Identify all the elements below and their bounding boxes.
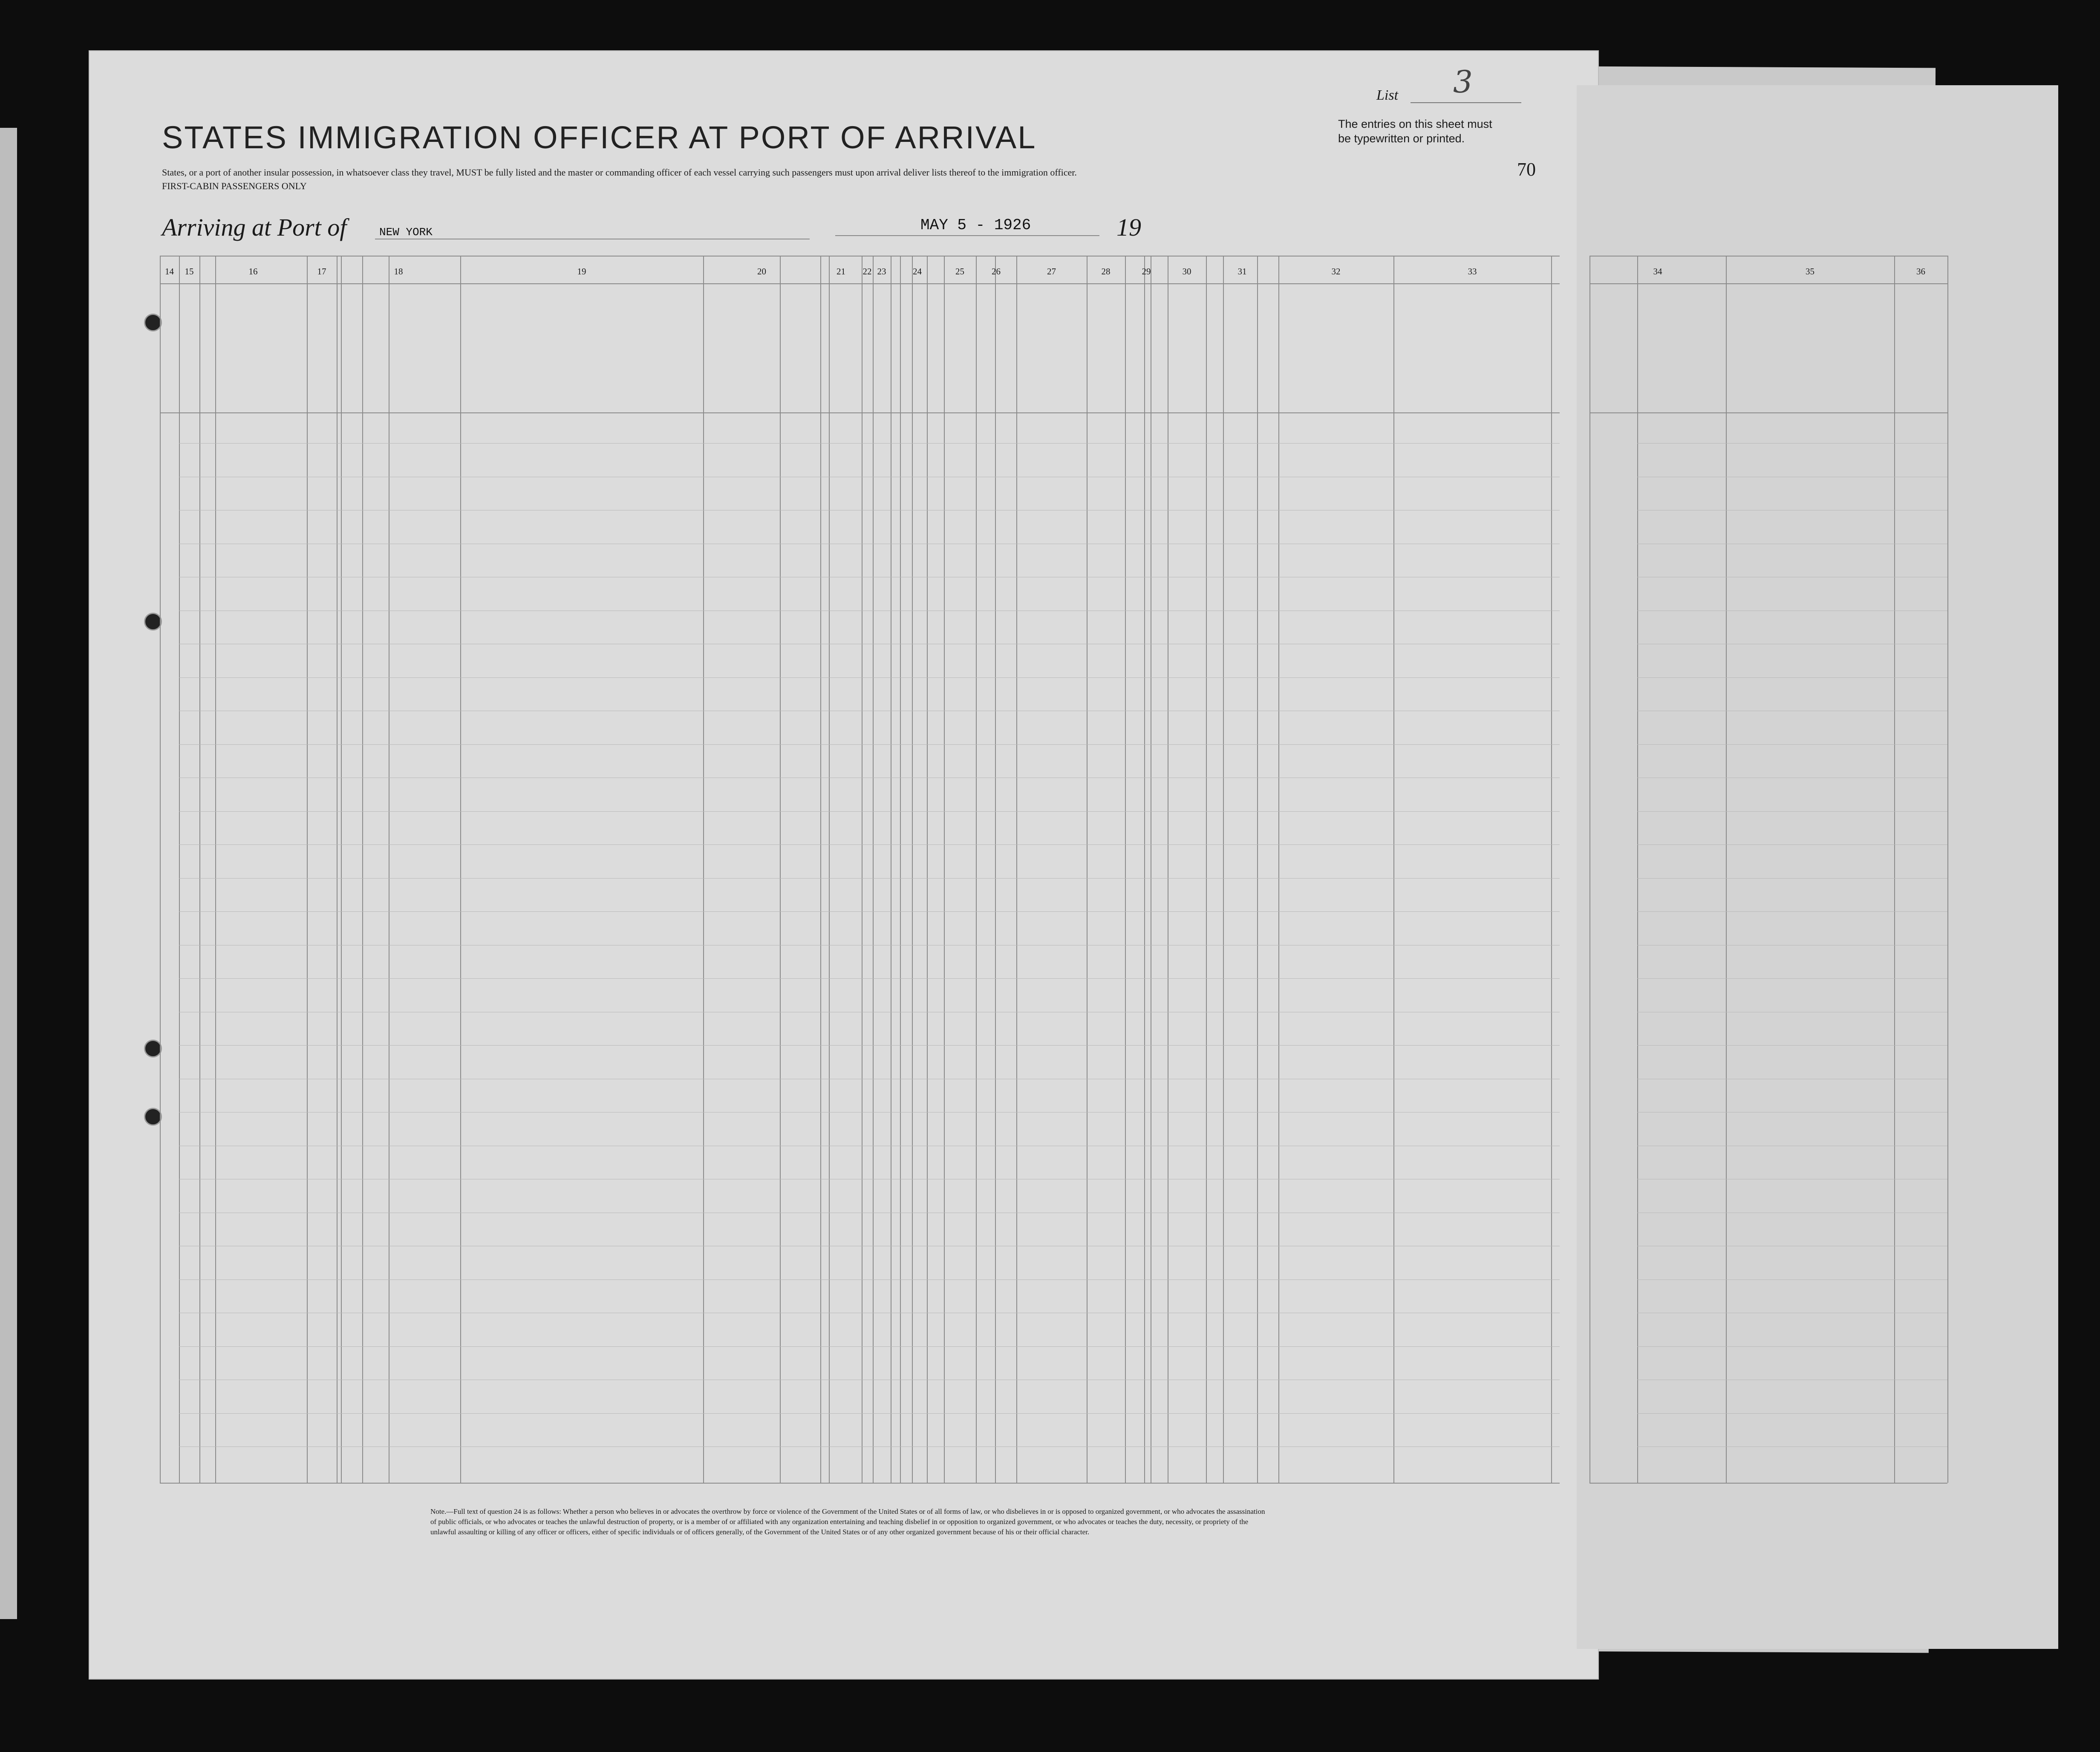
column-number: 29 [1142, 266, 1151, 277]
footnote: Note.—Full text of question 24 is as follows: Whether a person who believes in or advocates the overthrow by force or violence of the Government of the United States or of all forms of law, or who disbelieves in or is opposed to organized government, or who advocates the assassination of public officials, or who advocates or teaches the unlawful destruction of property, or is a member of or affiliated with any organization entertaining and teaching disbelief in or opposition to organized government, or who advocates or teaches the duty, necessity, or propriety of the unlawful assaulting or killing of any officer or officers, either of specific individuals or of officers generally, of the Government of the United States or of any other organized government because of his or their official character. [430, 1507, 1265, 1536]
grid-vline [1947, 256, 1948, 1483]
punch-hole [144, 613, 162, 631]
row-rule [1637, 1045, 1947, 1046]
column-number: 18 [394, 266, 403, 277]
column-number: 30 [1182, 266, 1191, 277]
grid-vline [1144, 256, 1145, 1483]
arriving-label: Arriving at Port of [162, 213, 347, 241]
punch-hole [144, 1108, 162, 1126]
grid-hline [160, 412, 1560, 413]
row-rule [179, 1413, 1560, 1414]
column-number: 24 [913, 266, 922, 277]
grid-vline [944, 256, 945, 1483]
column-number: 14 [165, 266, 174, 277]
entries-note-1: The entries on this sheet must [1338, 118, 1492, 130]
grid-vline [1278, 256, 1279, 1483]
manifest-sheet-right [1577, 85, 2058, 1649]
row-rule [179, 978, 1560, 979]
row-rule [1637, 878, 1947, 879]
list-label: List [1376, 87, 1399, 103]
entries-note-2: be typewritten or printed. [1338, 132, 1465, 145]
column-number: 36 [1916, 266, 1925, 277]
grid-vline [362, 256, 363, 1483]
grid-vline [900, 256, 901, 1483]
cabin-class: FIRST-CABIN PASSENGERS ONLY [162, 181, 307, 191]
row-rule [1637, 744, 1947, 745]
row-rule [1637, 978, 1947, 979]
grid-hline [1589, 412, 1947, 413]
row-rule [179, 744, 1560, 745]
column-number: 17 [317, 266, 326, 277]
grid-vline [1637, 256, 1638, 1483]
sheet-number: 70 [1517, 159, 1536, 180]
row-rule [179, 677, 1560, 678]
column-number: 20 [757, 266, 766, 277]
punch-hole [144, 314, 162, 331]
grid-vline [199, 256, 200, 1483]
year-prefix: 19 [1116, 213, 1141, 241]
grid-vline [829, 256, 830, 1483]
grid-vline [1551, 256, 1552, 1483]
grid-vline [995, 256, 996, 1483]
grid-vline [1589, 256, 1590, 1483]
grid-vline [780, 256, 781, 1483]
column-number: 22 [862, 266, 872, 277]
column-number: 33 [1468, 266, 1477, 277]
row-rule [1637, 1346, 1947, 1347]
row-rule [179, 878, 1560, 879]
subtitle: States, or a port of another insular possession, in whatsoever class they travel, MUST be fully listed and the master or commanding officer of each vessel carrying such passengers must upon arrival deliver lists thereof to the immigration officer. [162, 167, 1077, 178]
column-number: 34 [1653, 266, 1662, 277]
grid-vline [1016, 256, 1017, 1483]
grid-vline [873, 256, 874, 1483]
grid-hline [1589, 1483, 1947, 1484]
grid-vline [307, 256, 308, 1483]
row-rule [1637, 443, 1947, 444]
column-number: 16 [248, 266, 258, 277]
list-number: 3 [1453, 64, 1473, 100]
grid-vline [1125, 256, 1126, 1483]
grid-hline [1589, 283, 1947, 284]
grid-vline [1257, 256, 1258, 1483]
grid-vline [179, 256, 180, 1483]
row-rule [1637, 1413, 1947, 1414]
punch-hole [144, 1040, 162, 1058]
row-rule [179, 811, 1560, 812]
grid-hline [160, 1483, 1560, 1484]
row-rule [179, 844, 1560, 845]
column-number: 23 [877, 266, 886, 277]
grid-vline [1223, 256, 1224, 1483]
grid-vline [1894, 256, 1895, 1483]
date-underline [835, 235, 1099, 236]
row-rule [179, 1279, 1560, 1280]
arrival-date: MAY 5 - 1926 [920, 216, 1031, 234]
manifest-sheet-main [89, 51, 1598, 1679]
column-number: 21 [837, 266, 845, 277]
port-name: NEW YORK [379, 226, 433, 239]
grid-vline [1726, 256, 1727, 1483]
row-rule [179, 443, 1560, 444]
list-underline [1411, 102, 1521, 103]
column-number: 27 [1047, 266, 1056, 277]
row-rule [179, 1045, 1560, 1046]
row-rule [1637, 844, 1947, 845]
column-number: 32 [1331, 266, 1341, 277]
column-number: 15 [185, 266, 194, 277]
grid-vline [820, 256, 821, 1483]
grid-vline [460, 256, 461, 1483]
column-number: 31 [1238, 266, 1247, 277]
grid-hline [160, 283, 1560, 284]
grid-vline [1087, 256, 1088, 1483]
row-rule [1637, 811, 1947, 812]
grid-vline [337, 256, 338, 1483]
grid-vline [912, 256, 913, 1483]
left-page-edge [0, 128, 17, 1619]
grid-vline [1206, 256, 1207, 1483]
grid-vline [703, 256, 704, 1483]
page-title: STATES IMMIGRATION OFFICER AT PORT OF ARRIVAL [162, 120, 1037, 155]
row-rule [179, 1346, 1560, 1347]
grid-vline [160, 256, 161, 1483]
grid-vline [927, 256, 928, 1483]
grid-vline [1393, 256, 1394, 1483]
row-rule [1637, 1279, 1947, 1280]
grid-vline [341, 256, 342, 1483]
column-number: 28 [1101, 266, 1111, 277]
column-number: 35 [1806, 266, 1814, 277]
grid-vline [976, 256, 977, 1483]
column-number: 26 [992, 266, 1001, 277]
row-rule [1637, 677, 1947, 678]
column-number: 19 [577, 266, 586, 277]
grid-vline [215, 256, 216, 1483]
column-number: 25 [955, 266, 964, 277]
row-rule [179, 911, 1560, 912]
row-rule [1637, 911, 1947, 912]
